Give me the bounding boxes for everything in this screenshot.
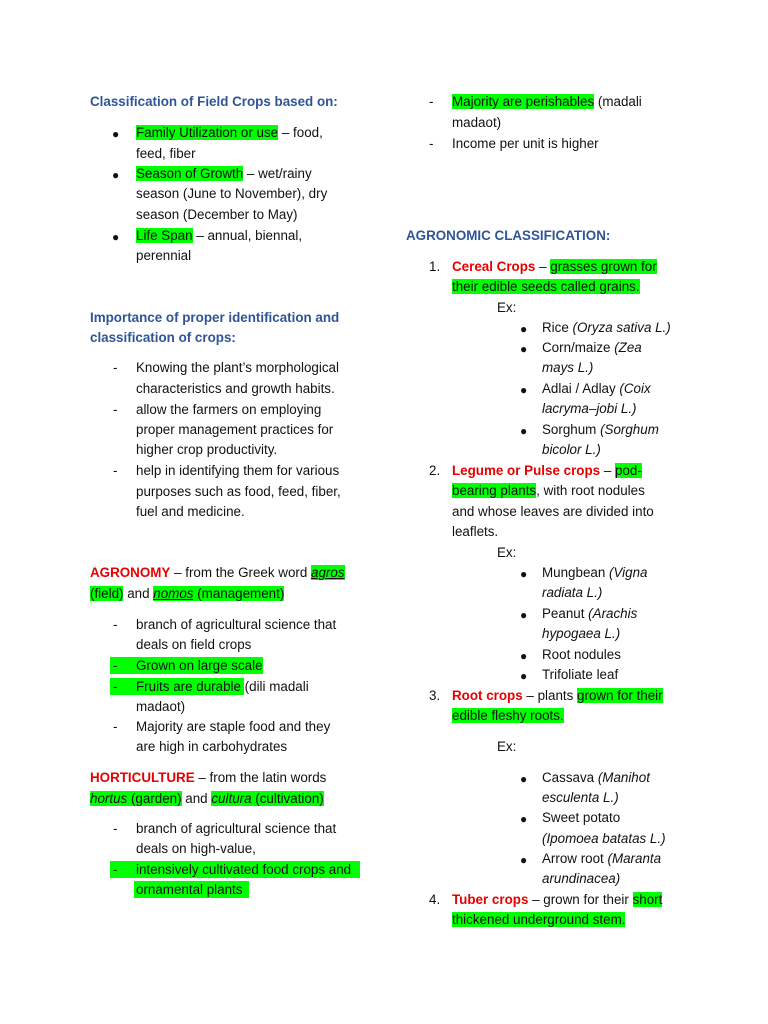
list-item-cont: madaot) — [452, 115, 502, 130]
dash-icon: - — [113, 617, 118, 632]
example-item-cont: mays L.) — [542, 360, 594, 375]
bullet-icon: ● — [520, 567, 528, 581]
list-item: intensively cultivated food crops and — [136, 862, 352, 877]
list-item: Knowing the plant’s morphological — [136, 360, 339, 375]
heading-classification: Classification of Field Crops based on: — [90, 94, 338, 109]
bullet-icon: ● — [520, 772, 528, 786]
list-item-cont: characteristics and growth habits. — [136, 381, 335, 396]
bullet-icon: ● — [520, 322, 528, 336]
example-item: Adlai / Adlay (Coix — [542, 381, 651, 396]
list-item-cont: feed, fiber — [136, 146, 196, 161]
ex-label: Ex: — [497, 739, 517, 754]
horticulture-definition: HORTICULTURE – from the latin words — [90, 770, 327, 785]
example-item: Peanut (Arachis — [542, 606, 638, 621]
bullet-icon: ● — [520, 853, 528, 867]
list-item: Grown on large scale — [136, 658, 263, 673]
list-item: Majority are perishables (madali — [452, 94, 642, 109]
example-item: Rice (Oryza sativa L.) — [542, 320, 671, 335]
root-crops-item-cont: edible fleshy roots. — [452, 708, 564, 723]
dash-icon: - — [429, 136, 434, 151]
example-item: Sweet potato — [542, 810, 621, 825]
heading-importance-cont: classification of crops: — [90, 330, 236, 345]
heading-importance: Importance of proper identification and — [90, 310, 340, 325]
example-item: Root nodules — [542, 647, 621, 662]
dash-icon: - — [113, 463, 118, 478]
list-item-cont: are high in carbohydrates — [136, 739, 288, 754]
list-item: allow the farmers on employing — [136, 402, 322, 417]
tuber-crops-item-cont: thickened underground stem. — [452, 912, 626, 927]
example-item: Sorghum (Sorghum — [542, 422, 659, 437]
list-item-cont: deals on field crops — [136, 637, 252, 652]
bullet-icon: ● — [520, 424, 528, 438]
bullet-icon: ● — [520, 812, 528, 826]
list-item: Life Span – annual, biennal, — [136, 228, 303, 243]
list-item: Fruits are durable (dili madali — [136, 679, 309, 694]
legume-crops-item-cont: leaflets. — [452, 524, 499, 539]
list-item-cont: higher crop productivity. — [136, 442, 278, 457]
dash-icon: - — [113, 402, 118, 417]
example-item-cont: esculenta L.) — [542, 790, 619, 805]
list-item: Family Utilization or use – food, — [136, 125, 323, 140]
list-item-cont: season (June to November), dry — [136, 186, 328, 201]
ex-label: Ex: — [497, 300, 517, 315]
dash-icon: - — [113, 360, 118, 375]
list-item: branch of agricultural science that — [136, 617, 337, 632]
dash-icon: - — [113, 862, 118, 877]
example-item: Arrow root (Maranta — [542, 851, 662, 866]
list-item-cont: deals on high-value, — [136, 841, 256, 856]
dash-icon: - — [429, 94, 434, 109]
tuber-crops-item: Tuber crops – grown for their short — [452, 892, 663, 907]
list-item: Season of Growth – wet/rainy — [136, 166, 312, 181]
list-number: 4. — [429, 892, 441, 907]
legume-crops-item: Legume or Pulse crops – pod- — [452, 463, 642, 478]
agronomy-definition: AGRONOMY – from the Greek word agros — [90, 565, 345, 580]
bullet-icon: ● — [520, 669, 528, 683]
example-item: Cassava (Manihot — [542, 770, 650, 785]
root-crops-item: Root crops – plants grown for their — [452, 688, 663, 703]
list-item-cont: fuel and medicine. — [136, 504, 245, 519]
heading-agronomic-classification: AGRONOMIC CLASSIFICATION: — [406, 228, 611, 243]
list-item-cont: proper management practices for — [136, 422, 334, 437]
list-item-cont: madaot) — [136, 699, 186, 714]
example-item: Mungbean (Vigna — [542, 565, 648, 580]
horticulture-definition-cont: hortus (garden) and cultura (cultivation) — [90, 791, 324, 806]
cereal-crops-item: Cereal Crops – grasses grown for — [452, 259, 657, 274]
list-item-cont: ornamental plants — [136, 882, 243, 897]
list-item: Income per unit is higher — [452, 136, 599, 151]
ex-label: Ex: — [497, 545, 517, 560]
list-number: 2. — [429, 463, 441, 478]
list-item: help in identifying them for various — [136, 463, 340, 478]
bullet-icon: ● — [520, 649, 528, 663]
list-item-cont: perennial — [136, 248, 192, 263]
dash-icon: - — [113, 679, 118, 694]
list-item-cont: season (December to May) — [136, 207, 298, 222]
list-item: branch of agricultural science that — [136, 821, 337, 836]
bullet-icon: ● — [520, 383, 528, 397]
list-item-cont: purposes such as food, feed, fiber, — [136, 484, 341, 499]
example-item-cont: radiata L.) — [542, 585, 603, 600]
bullet-icon: ● — [112, 230, 120, 244]
list-number: 1. — [429, 259, 441, 274]
example-item-cont: lacryma–jobi L.) — [542, 401, 637, 416]
agronomy-definition-cont: (field) and nomos (management) — [90, 586, 285, 601]
example-item-cont: bicolor L.) — [542, 442, 601, 457]
dash-icon: - — [113, 719, 118, 734]
cereal-crops-item-cont: their edible seeds called grains. — [452, 279, 640, 294]
example-item-cont: (Ipomoea batatas L.) — [542, 831, 666, 846]
list-number: 3. — [429, 688, 441, 703]
bullet-icon: ● — [520, 342, 528, 356]
bullet-icon: ● — [520, 608, 528, 622]
example-item-cont: arundinacea) — [542, 871, 621, 886]
legume-crops-item-cont: and whose leaves are divided into — [452, 504, 654, 519]
dash-icon: - — [113, 821, 118, 836]
example-item-cont: hypogaea L.) — [542, 626, 621, 641]
dash-icon: - — [113, 658, 118, 673]
bullet-icon: ● — [112, 168, 120, 182]
example-item: Corn/maize (Zea — [542, 340, 642, 355]
bullet-icon: ● — [112, 127, 120, 141]
list-item: Majority are staple food and they — [136, 719, 331, 734]
example-item: Trifoliate leaf — [542, 667, 619, 682]
legume-crops-item-cont: bearing plants, with root nodules — [452, 483, 645, 498]
